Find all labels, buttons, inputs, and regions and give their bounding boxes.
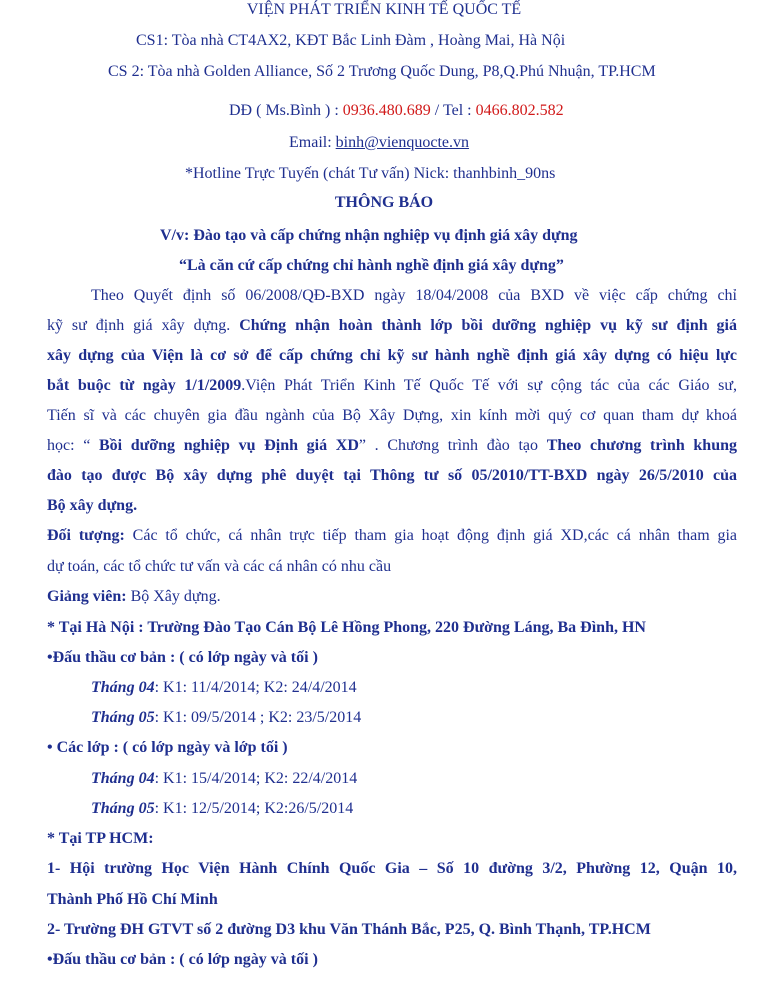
address-cs1: CS1: Tòa nhà CT4AX2, KĐT Bắc Linh Đàm , Hoàng Mai, Hà Nội: [136, 32, 566, 49]
hcm-heading: * Tại TP HCM:: [47, 830, 154, 847]
hcm-course-1-title: •Đấu thầu cơ bản : ( có lớp ngày và tối ): [47, 951, 318, 968]
body-line-3: xây dựng của Viện là cơ sở để cấp chứng chỉ kỹ sư hành nghề định giá xây dựng có hiệu lực: [47, 347, 737, 364]
body-line-7: đào tạo được Bộ xây dựng phê duyệt tại Thông tư số 05/2010/TT-BXD ngày 26/5/2010 của: [47, 467, 737, 484]
hcm-venue-1-line-1: 1- Hội trường Học Viện Hành Chính Quốc Gia – Số 10 đường 3/2, Phường 12, Quận 10,: [47, 860, 737, 877]
notice-title: THÔNG BÁO: [334, 194, 434, 211]
contact-line: [229, 101, 564, 121]
tel-phone[interactable]: 0466.802.582: [475, 102, 564, 119]
hanoi-course-2-month-05: Tháng 05: K1: 12/5/2014; K2:26/5/2014: [91, 800, 354, 817]
notice-quote: “Là căn cứ cấp chứng chỉ hành nghề định giá xây dựng”: [179, 257, 564, 274]
notice-subject: V/v: Đào tạo và cấp chứng nhận nghiệp vụ định giá xây dựng: [160, 227, 578, 244]
hanoi-course-1-title: •Đấu thầu cơ bản : ( có lớp ngày và tối ): [47, 649, 318, 666]
hanoi-course-2-month-04: Tháng 04: K1: 15/4/2014; K2: 22/4/2014: [91, 770, 358, 787]
body-line-4: bắt buộc từ ngày 1/1/2009.Viện Phát Triển Kinh Tế Quốc Tế với sự cộng tác của các Giáo sư,: [47, 377, 737, 394]
hotline: *Hotline Trực Tuyến (chát Tư vấn) Nick: thanhbinh_90ns: [185, 165, 556, 182]
body-line-6: học: “ Bồi dưỡng nghiệp vụ Định giá XD” . Chương trình đào tạo Theo chương trình khung: [47, 437, 737, 454]
lecturer-line: Giảng viên: Bộ Xây dựng.: [47, 588, 221, 605]
hanoi-heading: * Tại Hà Nội : Trường Đào Tạo Cán Bộ Lê Hồng Phong, 220 Đường Láng, Ba Đình, HN: [47, 619, 646, 636]
body-line-5: Tiến sĩ và các chuyên gia đầu ngành của Bộ Xây Dựng, xin kính mời quý cơ quan tham dự khoá: [47, 407, 737, 424]
body-line-1: Theo Quyết định số 06/2008/QĐ-BXD ngày 18/04/2008 của BXD về việc cấp chứng chỉ: [91, 287, 737, 304]
lecturer-label: Giảng viên:: [47, 588, 127, 605]
body-line-2: kỹ sư định giá xây dựng. Chứng nhận hoàn thành lớp bồi dưỡng nghiệp vụ kỹ sư định giá: [47, 317, 737, 334]
contact-prefix: DĐ ( Ms.Bình ) :: [229, 102, 343, 119]
email-prefix: Email:: [289, 134, 336, 151]
hanoi-course-2-title: • Các lớp : ( có lớp ngày và lớp tối ): [47, 739, 288, 756]
contact-separator: / Tel :: [430, 102, 476, 119]
target-line-2: dự toán, các tổ chức tư vấn và các cá nhân có nhu cầu: [47, 558, 392, 575]
address-cs2: CS 2: Tòa nhà Golden Alliance, Số 2 Trương Quốc Dung, P8,Q.Phú Nhuận, TP.HCM: [108, 63, 656, 80]
org-name: VIỆN PHÁT TRIỂN KINH TẾ QUỐC TẾ: [246, 1, 522, 18]
email-line: [289, 133, 469, 153]
target-line-1: Đối tượng: Các tổ chức, cá nhân trực tiếp tham gia hoạt động định giá XD,các cá nhân tham gia: [47, 527, 738, 544]
hanoi-course-1-month-05: Tháng 05: K1: 09/5/2014 ; K2: 23/5/2014: [91, 709, 362, 726]
hcm-venue-2: 2- Trường ĐH GTVT số 2 đường D3 khu Văn Thánh Bắc, P25, Q. Bình Thạnh, TP.HCM: [47, 921, 651, 938]
mobile-phone[interactable]: 0936.480.689: [342, 102, 431, 119]
target-label: Đối tượng:: [47, 527, 125, 544]
hanoi-course-1-month-04: Tháng 04: K1: 11/4/2014; K2: 24/4/2014: [91, 679, 357, 696]
body-line-8: Bộ xây dựng.: [47, 497, 138, 514]
hcm-venue-1-line-2: Thành Phố Hồ Chí Minh: [47, 891, 218, 908]
email-link[interactable]: binh@vienquocte.vn: [335, 134, 470, 151]
